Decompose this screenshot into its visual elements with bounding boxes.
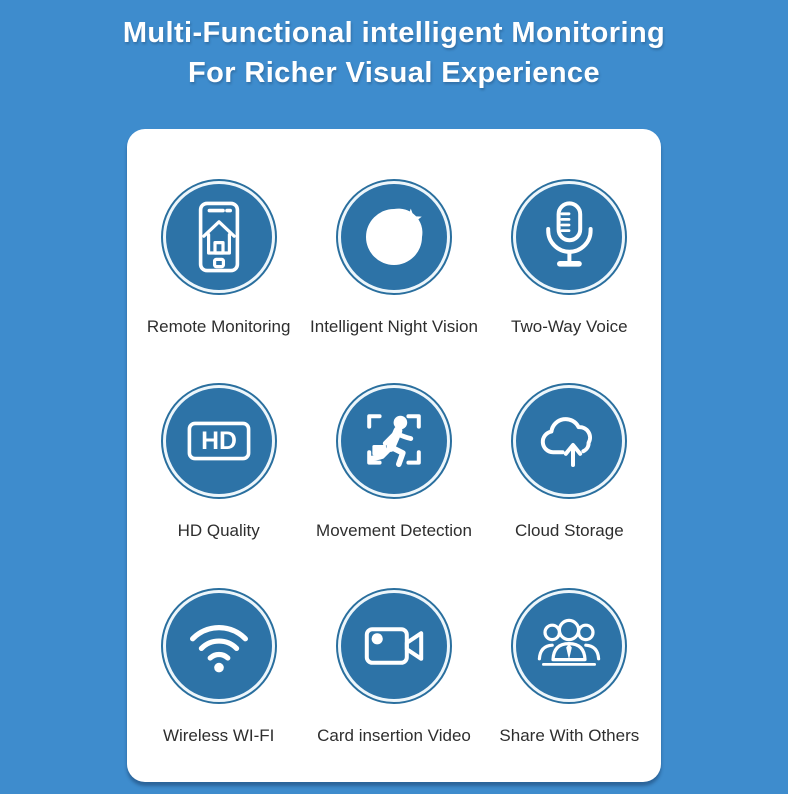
phone-home-icon [179, 197, 259, 277]
feature-icon-circle [161, 383, 277, 499]
feature-icon-circle [511, 383, 627, 499]
feature-cell-night-vision [306, 155, 481, 359]
feature-icon-circle [511, 588, 627, 704]
feature-label: Card insertion Video [317, 725, 471, 745]
hd-badge-icon [179, 401, 259, 481]
feature-cell-movement-detection [306, 359, 481, 563]
feature-label: Share With Others [499, 725, 640, 745]
feature-label: HD Quality [177, 521, 260, 541]
feature-icon-circle [511, 179, 627, 295]
feature-cell-share-with-others [482, 564, 657, 768]
feature-label: Movement Detection [316, 521, 472, 541]
running-person-icon [354, 401, 434, 481]
hd-badge-text: HD [200, 428, 237, 456]
feature-icon-circle [161, 179, 277, 295]
feature-cell-wireless-wifi [131, 564, 306, 768]
feature-icon-circle [336, 588, 452, 704]
wifi-icon [179, 606, 259, 686]
feature-label: Cloud Storage [514, 521, 624, 541]
feature-cell-cloud-storage [482, 359, 657, 563]
title-line-2: For Richer Visual Experience [187, 57, 600, 89]
microphone-icon [529, 197, 609, 277]
feature-label: Two-Way Voice [511, 317, 628, 336]
features-card [127, 129, 661, 782]
page-title [0, 0, 788, 93]
feature-icon-circle [336, 383, 452, 499]
feature-label: Wireless WI-FI [162, 725, 275, 745]
feature-cell-two-way-voice [482, 155, 657, 359]
feature-label: Remote Monitoring [146, 317, 291, 336]
feature-cell-hd-quality [131, 359, 306, 563]
feature-label: Intelligent Night Vision [310, 317, 478, 336]
feature-icon-circle [336, 179, 452, 295]
title-line-1: Multi-Functional intelligent Monitoring [122, 17, 666, 49]
feature-icon-circle [161, 588, 277, 704]
cloud-upload-icon [529, 401, 609, 481]
moon-stars-icon [354, 197, 434, 277]
people-group-icon [529, 606, 609, 686]
video-camera-icon [354, 606, 434, 686]
feature-cell-card-insertion-video [306, 564, 481, 768]
features-grid [127, 129, 661, 782]
feature-cell-remote-monitoring [131, 155, 306, 359]
